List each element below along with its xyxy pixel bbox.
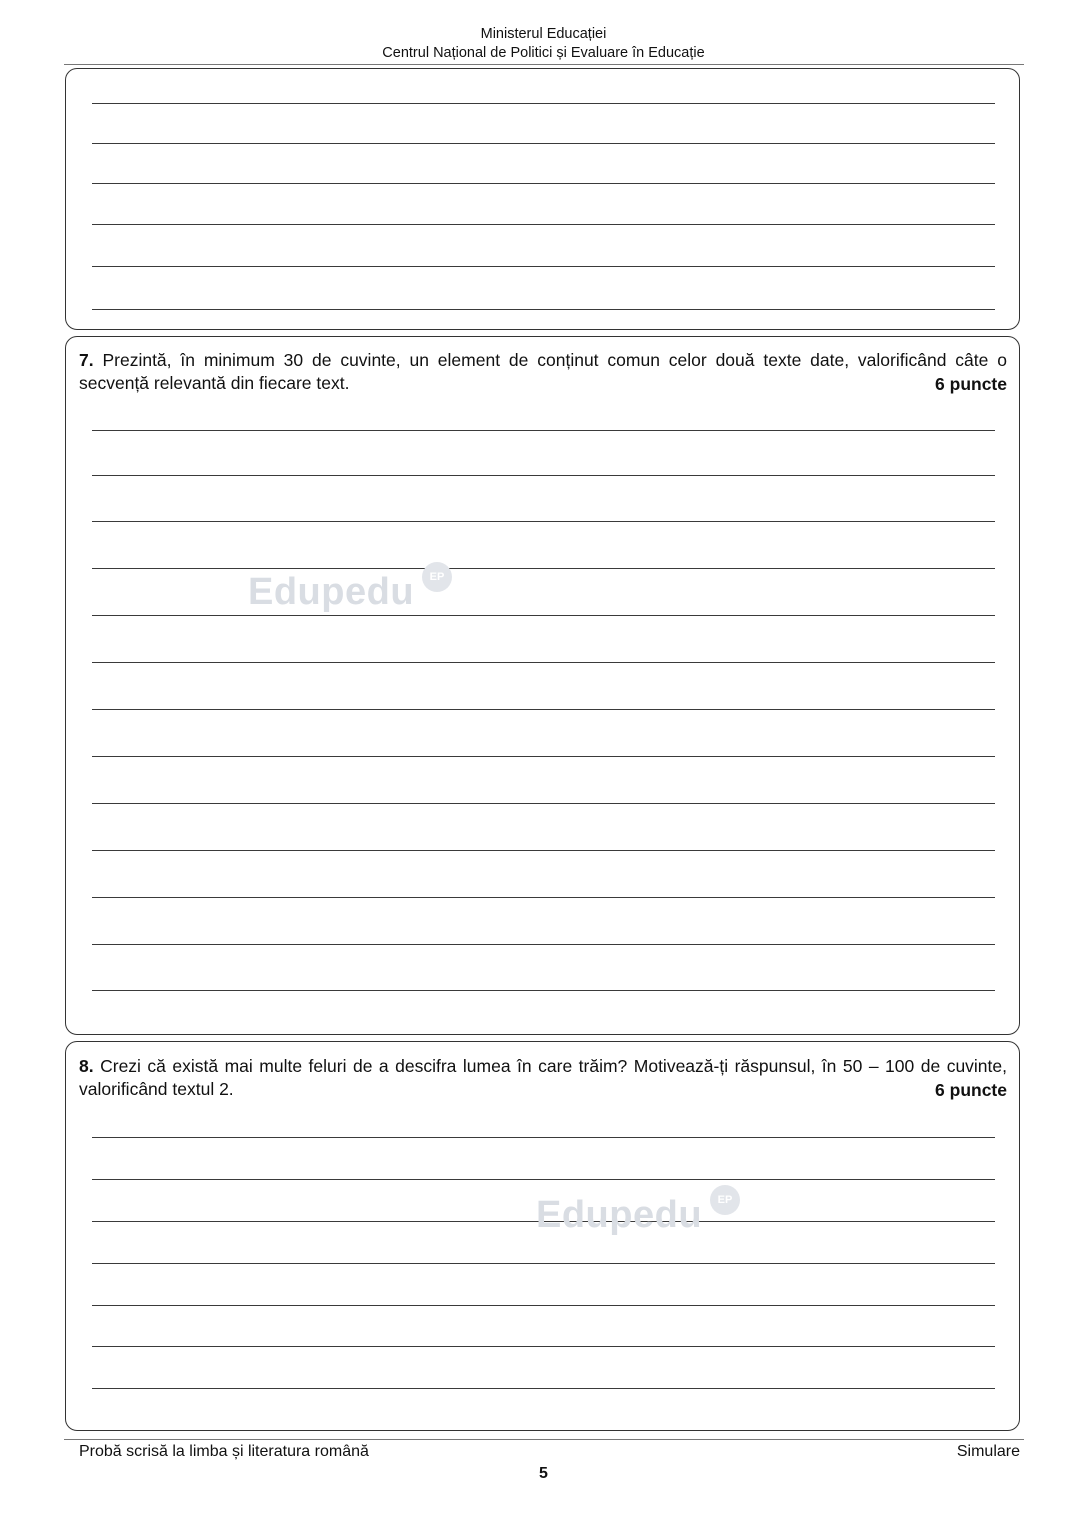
- footer-exam-title: Probă scrisă la limba și literatura română: [79, 1443, 369, 1460]
- watermark-badge-icon: EP: [422, 562, 452, 592]
- watermark-badge-icon: EP: [710, 1185, 740, 1215]
- writing-line[interactable]: [92, 103, 995, 104]
- question-8-text: [79, 1055, 1007, 1101]
- watermark-text: Edupedu: [536, 1194, 703, 1236]
- writing-line[interactable]: [92, 1263, 995, 1264]
- footer-session: Simulare: [956, 1443, 1020, 1460]
- writing-line[interactable]: [92, 521, 995, 522]
- question-8-box: [65, 1041, 1020, 1431]
- writing-line[interactable]: [92, 662, 995, 663]
- writing-line[interactable]: [92, 944, 995, 945]
- writing-line[interactable]: [92, 430, 995, 431]
- writing-line[interactable]: [92, 1346, 995, 1347]
- writing-line[interactable]: [92, 803, 995, 804]
- question-7-points: 6 puncte: [935, 374, 1007, 394]
- writing-line[interactable]: [92, 1305, 995, 1306]
- writing-line[interactable]: [92, 224, 995, 225]
- footer-rule: [64, 1439, 1024, 1440]
- writing-line[interactable]: [92, 897, 995, 898]
- header-center: Centrul Național de Politici și Evaluare în Educație: [382, 45, 705, 61]
- answer-box-continued: [65, 68, 1020, 330]
- writing-line[interactable]: [92, 709, 995, 710]
- writing-line[interactable]: [92, 183, 995, 184]
- watermark-text: Edupedu: [248, 571, 415, 613]
- writing-line[interactable]: [92, 615, 995, 616]
- writing-line[interactable]: [92, 143, 995, 144]
- question-7-box: [65, 336, 1020, 1035]
- writing-line[interactable]: [92, 568, 995, 569]
- question-8-prompt: Crezi că există mai multe feluri de a descifra lumea în care trăim? Motivează-ți răspunsul, în 50 – 100 de cuvinte, valorificând textul 2.: [79, 1056, 1008, 1099]
- writing-line[interactable]: [92, 475, 995, 476]
- header-ministry: Ministerul Educației: [480, 26, 607, 42]
- writing-line[interactable]: [92, 309, 995, 310]
- writing-line[interactable]: [92, 756, 995, 757]
- question-7-number: 7.: [79, 350, 94, 370]
- writing-line[interactable]: [92, 850, 995, 851]
- page-number: 5: [539, 1465, 548, 1482]
- writing-line[interactable]: [92, 990, 995, 991]
- question-7-prompt: Prezintă, în minimum 30 de cuvinte, un element de conținut comun celor două texte date, valorificând câte o secvență relevantă din fiecare text.: [79, 350, 1007, 393]
- writing-line[interactable]: [92, 1388, 995, 1389]
- question-8-number: 8.: [79, 1056, 94, 1076]
- writing-line[interactable]: [92, 1179, 995, 1180]
- header-rule: [64, 64, 1024, 65]
- writing-line[interactable]: [92, 266, 995, 267]
- writing-line[interactable]: [92, 1137, 995, 1138]
- question-7-text: [79, 349, 1007, 395]
- question-8-points: 6 puncte: [935, 1080, 1007, 1100]
